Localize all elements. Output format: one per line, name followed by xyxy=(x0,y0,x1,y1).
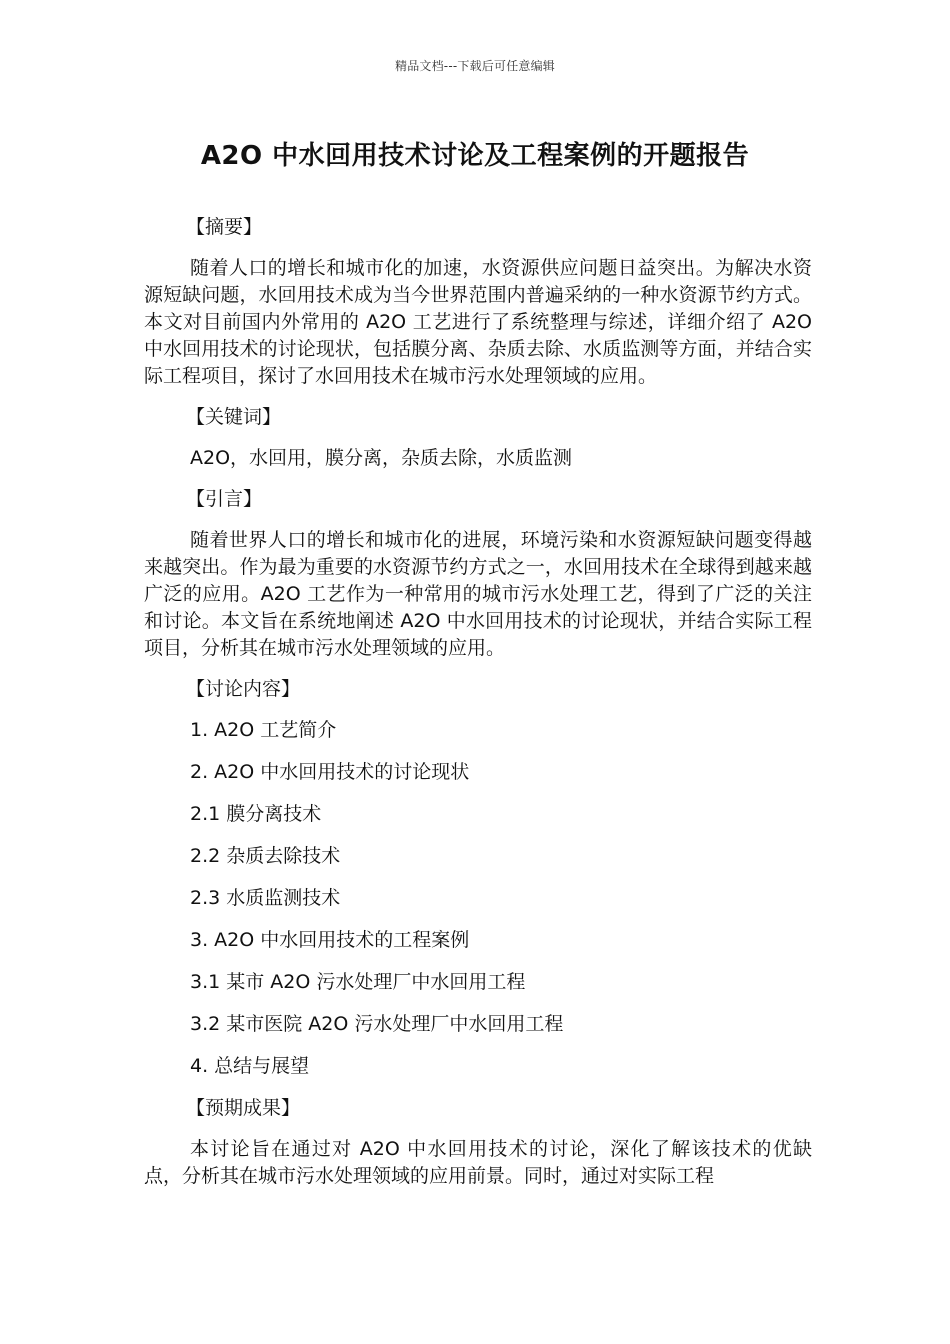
outline-item: 2. A2O 中水回用技术的讨论现状 xyxy=(190,761,470,783)
document-body xyxy=(144,214,812,1190)
outline-item: 3.2 某市医院 A2O 污水处理厂中水回用工程 xyxy=(190,1013,564,1035)
document-title: A2O 中水回用技术讨论及工程案例的开题报告 xyxy=(200,141,750,171)
abstract-heading: 【摘要】 xyxy=(186,216,263,238)
discussion-heading: 【讨论内容】 xyxy=(186,678,301,700)
expected-results-heading: 【预期成果】 xyxy=(186,1097,301,1119)
outline-item: 3.1 某市 A2O 污水处理厂中水回用工程 xyxy=(190,971,526,993)
outline-item: 2.2 杂质去除技术 xyxy=(190,845,341,867)
keywords-heading: 【关键词】 xyxy=(186,406,282,428)
keywords-text: A2O，水回用，膜分离，杂质去除，水质监测 xyxy=(190,447,573,469)
outline-item: 1. A2O 工艺简介 xyxy=(190,719,337,741)
expected-results-paragraph: 本讨论旨在通过对 A2O 中水回用技术的讨论，深化了解该技术的优缺点，分析其在城市污水处理领域的应用前景。同时，通过对实际工程 xyxy=(144,1138,812,1187)
outline-item: 4. 总结与展望 xyxy=(190,1055,310,1077)
introduction-heading: 【引言】 xyxy=(186,488,263,510)
outline-item: 2.3 水质监测技术 xyxy=(190,887,341,909)
outline-item: 2.1 膜分离技术 xyxy=(190,803,322,825)
outline-item: 3. A2O 中水回用技术的工程案例 xyxy=(190,929,470,951)
header-note: 精品文档---下载后可任意编辑 xyxy=(395,59,555,73)
introduction-paragraph: 随着世界人口的增长和城市化的进展，环境污染和水资源短缺问题变得越来越突出。作为最为重要的水资源节约方式之一，水回用技术在全球得到越来越广泛的应用。A2O 工艺作为一种常用的城市污水处理工艺，得到了广泛的关注和讨论。本文旨在系统地阐述 A2O 中水回用技术的讨论现状，并结合实际工程项目，分析其在城市污水处理领域的应用。 xyxy=(144,529,812,659)
discussion-outline xyxy=(144,717,812,1080)
abstract-paragraph: 随着人口的增长和城市化的加速，水资源供应问题日益突出。为解决水资源短缺问题，水回用技术成为当今世界范围内普遍采纳的一种水资源节约方式。本文对目前国内外常用的 A2O 工艺进行了系统整理与综述，详细介绍了 A2O 中水回用技术的讨论现状，包括膜分离、杂质去除、水质监测等方面，并结合实际工程项目，探讨了水回用技术在城市污水处理领域的应用。 xyxy=(144,257,812,387)
